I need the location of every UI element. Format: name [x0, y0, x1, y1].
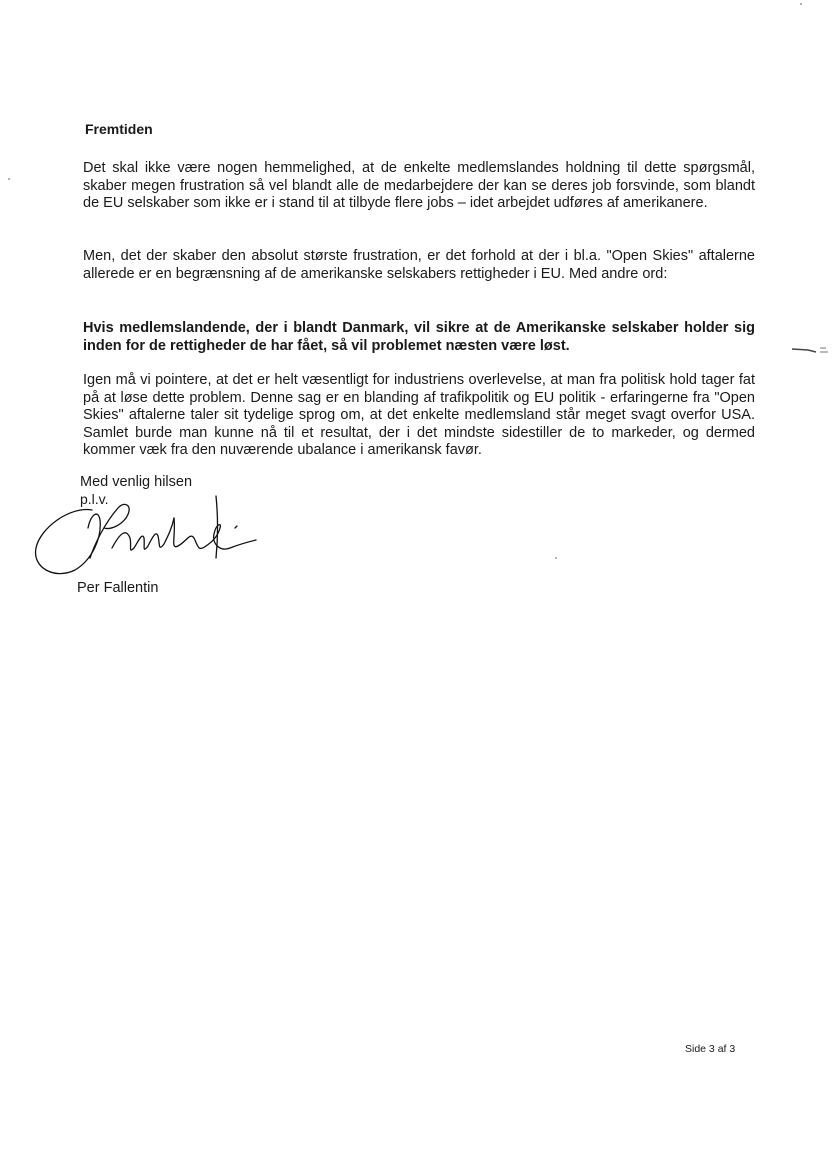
- paragraph-frustration: Det skal ikke være nogen hemmelighed, at de enkelte medlemslandes holdning til dette spørgsmål, skaber megen frustration så vel blandt alle de medarbejdere der kan se deres job forsvinde, som blandt de EU selskaber som ikke er i stand til at tilbyde flere jobs – idet arbejdet udføres af amerikanere.: [83, 160, 755, 211]
- closing-salutation: Med venlig hilsen: [80, 474, 193, 490]
- page-number: Side 3 af 3: [685, 1043, 736, 1055]
- paragraph-key-point: Hvis medlemslandende, der i blandt Danmark, vil sikre at de Amerikanske selskaber holder sig inden for de rettigheder de har fået, så vil problemet næsten være løst.: [83, 320, 755, 354]
- on-behalf-note: p.l.v.: [80, 491, 109, 507]
- margin-scan-mark: [790, 344, 832, 356]
- section-heading: Fremtiden: [85, 121, 153, 137]
- signer-name: Per Fallentin: [77, 580, 159, 596]
- paragraph-conclusion: Igen må vi pointere, at det er helt væsentligt for industriens overlevelse, at man fra politisk hold tager fat på at løse dette problem. Denne sag er en blanding af trafikpolitik og EU politik - erfaringerne fra "Open Skies" aftalerne taler sit tydelige sprog om, at det enkelte medlemsland står meget svagt overfor USA. Samlet burde man kunne nå til et resultat, der i det mindste sidestiller de to markeder, og dermed kommer væk fra den nuværende ubalance i amerikansk favør.: [83, 372, 755, 458]
- scan-speck: [8, 178, 10, 180]
- paragraph-open-skies: Men, det der skaber den absolut største frustration, er det forhold at der i bl.a. "Open Skies" aftalerne allerede er en begrænsning af de amerikanske selskabers rettigheder i EU. Med andre ord:: [83, 248, 755, 282]
- scan-speck: [555, 557, 557, 559]
- signature-icon: [30, 488, 260, 583]
- scan-speck: [800, 3, 802, 5]
